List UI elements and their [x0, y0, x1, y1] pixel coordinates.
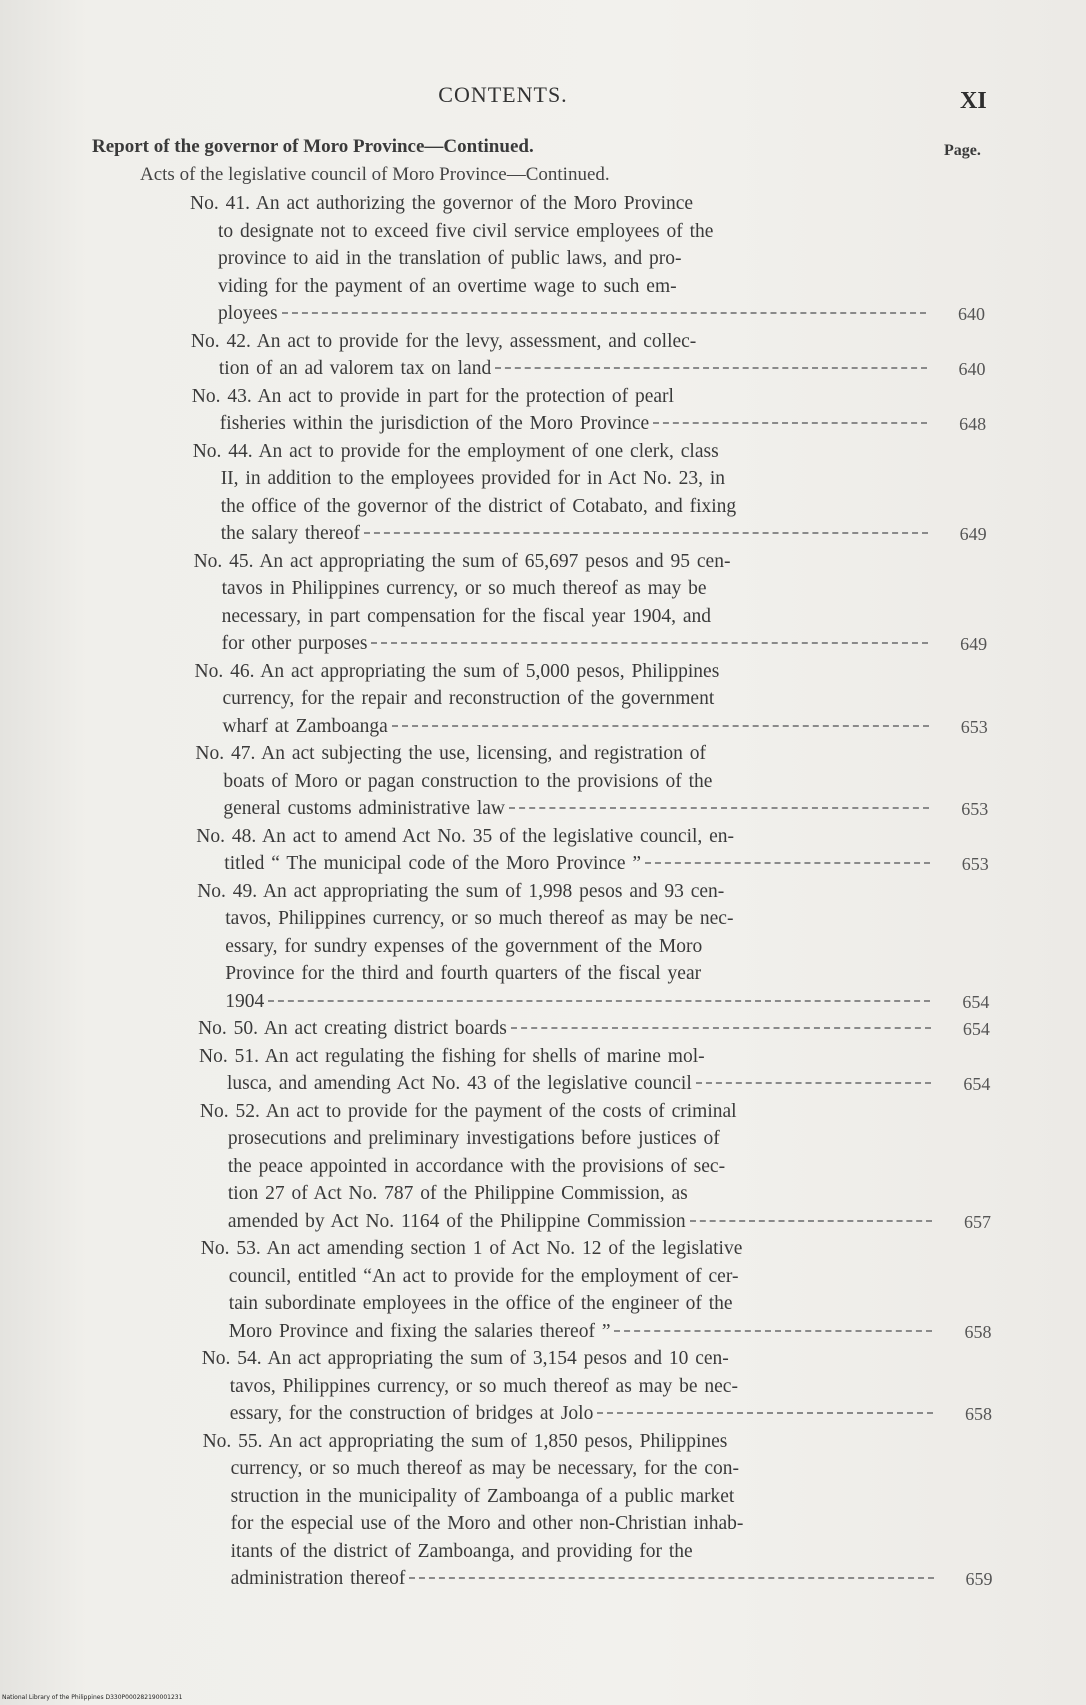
page-number-roman: XI: [960, 88, 987, 114]
entry-text: currency, or so much thereof as may be necessary, for the con-: [230, 1458, 739, 1479]
entry-page-number: 654: [963, 1074, 991, 1094]
entry-text: boats of Moro or pagan construction to the provisions of the: [223, 770, 713, 792]
entry-text: currency, for the repair and reconstruction of the government: [222, 688, 715, 709]
entry-text: No. 50. An act creating district boards: [198, 1018, 507, 1039]
entry-text: essary, for the construction of bridges at Jolo: [229, 1403, 594, 1424]
dot-leader: [597, 1412, 933, 1414]
entry-text: amended by Act No. 1164 of the Philippine Commission: [227, 1210, 686, 1232]
entry-continuation-line: [221, 465, 725, 493]
entry-text: No. 46. An act appropriating the sum of 5,000 pesos, Philippines: [194, 660, 720, 682]
page-heading: CONTENTS.: [438, 82, 568, 107]
entry-continuation-line: [225, 988, 930, 1016]
entry-continuation-line: [222, 603, 711, 631]
entry-first-line: [194, 548, 731, 576]
entry-continuation-line: [228, 1180, 688, 1208]
entry-continuation-line: [223, 713, 929, 741]
entry-first-line: [193, 438, 719, 466]
entry-text: No. 43. An act to provide in part for the protection of pearl: [191, 385, 674, 407]
entry-text: ployees: [218, 303, 278, 324]
entry-text: No. 53. An act amending section 1 of Act No. 12 of the legislative: [200, 1238, 743, 1259]
entry-page-number: 640: [958, 304, 985, 324]
entry-text: No. 54. An act appropriating the sum of 3,154 pesos and 10 cen-: [201, 1348, 729, 1369]
entry-text: the office of the governor of the district of Cotabato, and fixing: [220, 495, 737, 517]
entry-text: Moro Province and fixing the salaries thereof ”: [228, 1320, 611, 1342]
entry-continuation-line: [219, 355, 927, 383]
entry-continuation-line: [227, 1070, 931, 1098]
entry-text: the peace appointed in accordance with the provisions of sec-: [227, 1155, 726, 1177]
entry-continuation-line: [218, 273, 677, 301]
entry-continuation-line: [231, 1510, 744, 1538]
entry-continuation-line: [218, 218, 713, 246]
entry-continuation-line: [223, 768, 712, 796]
entry-continuation-line: [225, 960, 701, 988]
entry-page-number: 653: [961, 799, 989, 819]
entry-text: council, entitled “An act to provide for the employment of cer-: [228, 1265, 739, 1287]
entry-text: No. 44. An act to provide for the employment of one clerk, class: [192, 440, 719, 462]
entry-text: No. 52. An act to provide for the payment of the costs of criminal: [199, 1100, 737, 1122]
entry-continuation-line: [218, 300, 926, 328]
dot-leader: [614, 1330, 932, 1332]
entry-continuation-line: [228, 1153, 725, 1181]
dot-leader: [268, 1000, 930, 1002]
entry-continuation-line: [229, 1290, 733, 1318]
entry-text: Province for the third and fourth quarters of the fiscal year: [225, 963, 702, 984]
entry-first-line: [202, 1345, 729, 1373]
entry-continuation-line: [230, 1373, 738, 1401]
entry-first-line: [201, 1235, 743, 1263]
entry-text: No. 51. An act regulating the fishing for shells of marine mol-: [199, 1045, 705, 1067]
entry-text: No. 41. An act authorizing the governor of the Moro Province: [190, 193, 694, 214]
entry-text: struction in the municipality of Zamboanga of a public market: [230, 1485, 735, 1507]
page-column-label: Page.: [944, 142, 981, 159]
entry-text: wharf at Zamboanga: [222, 715, 388, 737]
entry-continuation-line: [222, 575, 707, 603]
entry-continuation-line: [220, 410, 927, 438]
entry-text: tavos, Philippines currency, or so much thereof as may be nec-: [229, 1375, 738, 1397]
entry-page-number: 649: [959, 524, 987, 544]
entry-first-line: [196, 823, 734, 851]
entry-text: No. 48. An act to amend Act No. 35 of the legislative council, en-: [196, 825, 735, 847]
entry-first-line: [195, 658, 720, 686]
entry-continuation-line: [228, 1125, 720, 1153]
entry-text: fisheries within the jurisdiction of the Moro Province: [219, 413, 650, 434]
entry-continuation-line: [218, 245, 682, 273]
entry-text: No. 47. An act subjecting the use, licensing, and registration of: [195, 743, 707, 764]
entry-page-number: 654: [962, 1019, 990, 1039]
entry-continuation-line: [221, 493, 737, 521]
entry-page-number: 658: [964, 1321, 992, 1342]
entry-continuation-line: [229, 1318, 933, 1346]
dot-leader: [645, 862, 930, 864]
entry-text: prosecutions and preliminary investigations before justices of: [227, 1128, 720, 1149]
entry-continuation-line: [225, 905, 733, 933]
dot-leader: [495, 367, 926, 369]
dot-leader: [511, 1027, 931, 1029]
entry-text: tavos, Philippines currency, or so much thereof as may be nec-: [225, 908, 734, 929]
entry-page-number: 658: [965, 1404, 993, 1424]
entry-text: tain subordinate employees in the office of the engineer of the: [228, 1293, 733, 1314]
entry-text: No. 45. An act appropriating the sum of 65,697 pesos and 95 cen-: [193, 550, 731, 572]
entry-continuation-line: [230, 1400, 933, 1428]
entry-text: for the especial use of the Moro and other non-Christian inhab-: [230, 1513, 744, 1534]
entry-continuation-line: [224, 850, 929, 878]
entry-first-line: [198, 1015, 931, 1043]
dot-leader: [509, 807, 929, 809]
entry-continuation-line: [229, 1263, 739, 1291]
entry-first-line: [197, 878, 724, 906]
entry-text: No. 49. An act appropriating the sum of 1,998 pesos and 93 cen-: [197, 880, 725, 902]
entry-first-line: [192, 383, 674, 411]
entry-text: administration thereof: [230, 1568, 406, 1589]
entry-first-line: [200, 1098, 737, 1126]
dot-leader: [696, 1082, 932, 1084]
dot-leader: [371, 642, 928, 644]
dot-leader: [364, 532, 928, 534]
entry-page-number: 649: [960, 634, 988, 654]
dot-leader: [409, 1577, 933, 1579]
entry-text: No. 55. An act appropriating the sum of 1,850 pesos, Philippines: [202, 1430, 728, 1452]
entry-page-number: 654: [962, 991, 990, 1012]
entry-continuation-line: [228, 1208, 932, 1236]
dot-leader: [653, 422, 927, 424]
entry-text: II, in addition to the employees provided for in Act No. 23, in: [220, 468, 726, 489]
entry-text: essary, for sundry expenses of the government of the Moro: [225, 935, 703, 957]
entry-text: province to aid in the translation of public laws, and pro-: [218, 248, 682, 269]
entry-text: tavos in Philippines currency, or so much thereof as may be: [221, 578, 707, 599]
entry-text: necessary, in part compensation for the fiscal year 1904, and: [221, 605, 712, 627]
entry-text: general customs administrative law: [223, 798, 506, 819]
entry-text: No. 42. An act to provide for the levy, assessment, and collec-: [190, 330, 697, 352]
entry-continuation-line: [222, 630, 929, 658]
entry-continuation-line: [225, 933, 702, 961]
entry-text: titled “ The municipal code of the Moro Province ”: [224, 853, 642, 874]
entry-text: itants of the district of Zamboanga, and providing for the: [230, 1540, 693, 1562]
entry-continuation-line: [231, 1565, 934, 1593]
entry-text: tion of an ad valorem tax on land: [218, 358, 492, 379]
dot-leader: [392, 725, 929, 727]
entry-first-line: [190, 190, 693, 218]
entry-first-line: [195, 740, 706, 768]
entry-page-number: 657: [963, 1211, 991, 1232]
entry-text: to designate not to exceed five civil service employees of the: [218, 220, 714, 242]
entry-first-line: [199, 1043, 705, 1071]
entry-continuation-line: [221, 520, 928, 548]
entry-continuation-line: [231, 1455, 739, 1483]
entry-text: tion 27 of Act No. 787 of the Philippine Commission, as: [227, 1183, 688, 1204]
scan-footer: National Library of the Philippines D330P000282190001231: [2, 1694, 183, 1701]
dot-leader: [282, 312, 926, 314]
entry-continuation-line: [231, 1538, 693, 1566]
subsection-heading: Acts of the legislative council of Moro Province—Continued.: [140, 164, 610, 185]
entry-continuation-line: [223, 685, 715, 713]
entry-text: for other purposes: [221, 633, 368, 654]
entry-continuation-line: [231, 1483, 735, 1511]
entry-text: the salary thereof: [220, 523, 361, 544]
entry-text: lusca, and amending Act No. 43 of the legislative council: [227, 1073, 692, 1094]
entry-page-number: 640: [958, 359, 986, 379]
entry-text: 1904: [225, 990, 265, 1012]
entry-page-number: 653: [960, 716, 988, 737]
entry-continuation-line: [223, 795, 929, 823]
entry-page-number: 648: [959, 414, 987, 434]
entry-text: viding for the payment of an overtime wage to such em-: [218, 275, 677, 297]
entry-first-line: [191, 328, 696, 356]
dot-leader: [690, 1220, 932, 1222]
entry-page-number: 659: [965, 1569, 993, 1589]
entry-page-number: 653: [961, 854, 989, 874]
entry-first-line: [203, 1428, 728, 1456]
section-heading: Report of the governor of Moro Province—Continued.: [92, 136, 534, 157]
